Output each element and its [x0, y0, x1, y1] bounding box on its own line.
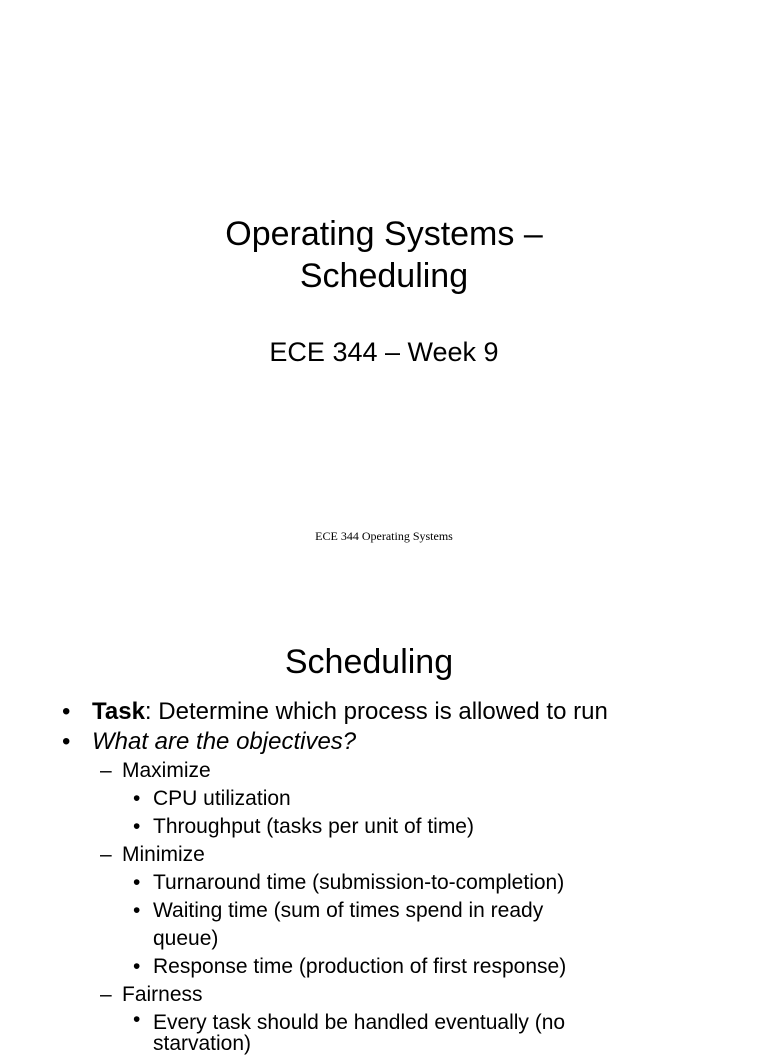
bullet-task-label: Task: [92, 698, 145, 725]
bullet-marker: •: [133, 815, 141, 838]
dash-marker: –: [100, 983, 112, 1006]
bullet-marker: •: [133, 899, 141, 922]
scheduling-slide: [0, 600, 768, 1055]
bullet-marker: •: [133, 955, 141, 978]
dash-marker: –: [100, 843, 112, 866]
list-item: [0, 953, 613, 981]
title-line-2: Scheduling: [299, 257, 469, 295]
bullet-list: [0, 697, 768, 1054]
bullet-task-text: : Determine which process is allowed to run: [144, 698, 608, 725]
slide-footer: ECE 344 Operating Systems: [315, 529, 453, 543]
maximize-text: Maximize: [122, 759, 211, 782]
list-item-text: CPU utilization: [153, 787, 291, 810]
bullet-marker: •: [133, 787, 141, 810]
list-item-text: Response time (production of first response): [153, 955, 567, 978]
list-item: [0, 897, 613, 953]
dash-marker: –: [100, 759, 112, 782]
list-item: [0, 869, 613, 897]
slide-title: Scheduling: [284, 643, 454, 681]
list-item-text: Waiting time (sum of times spend in ready queue): [153, 899, 544, 950]
list-item: [0, 813, 613, 841]
list-item-text: Throughput (tasks per unit of time): [153, 815, 474, 838]
bullet-objectives-text: What are the objectives?: [92, 728, 357, 755]
fairness-text: Fairness: [122, 983, 203, 1006]
slide-subtitle: ECE 344 – Week 9: [269, 337, 499, 367]
minimize-text: Minimize: [122, 843, 205, 866]
title-line-1: Operating Systems –: [225, 215, 543, 253]
bullet-marker: •: [133, 871, 141, 894]
slide-title: [0, 213, 768, 297]
bullet-marker: •: [62, 698, 71, 725]
list-item: [0, 1009, 613, 1054]
sub-bullet-maximize: [0, 757, 768, 785]
bullet-task: [0, 697, 768, 727]
bullet-marker: •: [133, 1008, 141, 1031]
list-item-text: Every task should be handled eventually (no starvation): [153, 1011, 566, 1055]
bullet-objectives: [0, 727, 768, 757]
list-item: [0, 785, 613, 813]
list-item-text: Turnaround time (submission-to-completion): [153, 871, 565, 894]
bullet-marker: •: [62, 728, 71, 755]
sub-bullet-fairness: [0, 981, 768, 1009]
sub-bullet-minimize: [0, 841, 768, 869]
